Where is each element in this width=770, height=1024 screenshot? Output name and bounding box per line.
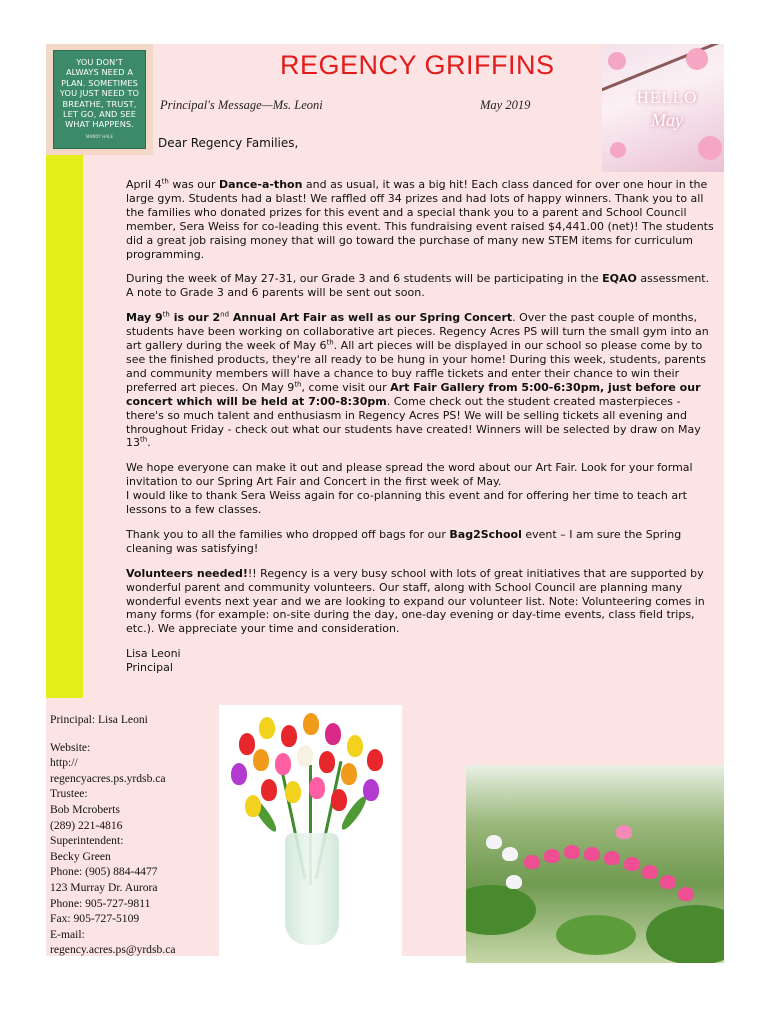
message-body [126,178,720,675]
quote-line: BREATHE, TRUST, [62,98,137,109]
flower-shape [502,847,518,861]
quote-line: PLAN. SOMETIMES [61,77,138,88]
spacer [50,728,220,740]
quote-line: LET GO, AND SEE [62,109,136,120]
principal-info: Principal: Lisa Leoni [50,713,148,726]
superintendent-phone: Phone: (905) 884-4477 [50,865,158,879]
tulip-shape [253,749,269,771]
text-run: event – I am sure the Spring cleaning was satisfying! [126,527,682,555]
text-run: Thank you to all the families who dropped off bags for our [126,527,450,541]
tulip-shape [239,733,255,755]
bold-text: Annual Art Fair as well as our Spring Concert [229,311,513,325]
blossom-shape [698,136,722,160]
text-run: . Over the past couple of months, students have been working on collaborative art pieces. Regency Acres PS will turn the small gym into an art gallery during the week of May 6 [126,311,709,353]
tulip-shape [367,749,383,771]
tulip-shape [259,717,275,739]
superintendent-name: Becky Green [50,849,111,863]
text-run: . [147,436,151,450]
tulip-shape [297,745,313,767]
tulip-shape [331,789,347,811]
bold-text: Art Fair Gallery from 5:00-6:30pm, just before our concert which will be held at 7:00-8:30pm [126,380,701,408]
text-run: . Come check out the student created masterpieces - there's so much talent and enthusiasm in Regency Acres PS! We will be selling tickets all evening and throughout Friday - check out what our students have created! Winners will be selected by draw on May 13 [126,394,701,450]
bold-text: is our 2 [169,311,221,325]
hello-may-image [602,44,724,172]
text-run: assessment. A note to Grade 3 and 6 parents will be sent out soon. [126,272,710,300]
superscript: nd [220,310,230,319]
tulip-shape [261,779,277,801]
quote-line: WHAT HAPPENS. [65,119,134,130]
blossom-shape [608,52,626,70]
text-run: April 4 [126,178,162,191]
tulip-shape [303,713,319,735]
flower-shape [544,849,560,863]
school-phone: Phone: 905-727-9811 [50,896,151,910]
superintendent-label: Superintendent: [50,834,124,848]
flower-shape [524,855,540,869]
website-link[interactable]: http:// [50,756,78,770]
tulip-shape [285,781,301,803]
flower-shape [678,887,694,901]
flower-shape [486,835,502,849]
superscript: th [161,177,169,186]
quote-line: YOU DON'T [76,57,123,67]
hello-text: HELLO [636,88,698,107]
paragraph-art-fair [126,311,720,450]
superscript: th [294,380,302,389]
signature-name: Lisa Leoni [126,647,181,661]
trustee-phone: (289) 221-4816 [50,818,123,832]
text-run: was our [168,178,220,191]
paragraph-dance-a-thon [126,178,720,261]
paragraph-volunteers [126,567,720,637]
bold-text: Bag2School [449,527,522,541]
school-address: 123 Murray Dr. Aurora [50,880,158,894]
flower-shape [660,875,676,889]
issue-date: May 2019 [480,98,531,112]
bold-text: May 9 [126,311,163,325]
paragraph-bag2school [126,528,720,556]
school-fax: Fax: 905-727-5109 [50,912,140,926]
greeting: Dear Regency Families, [158,136,299,150]
tulip-shape [347,735,363,757]
blossom-shape [686,48,708,70]
text-run: , come visit our [301,380,391,394]
quote-image [46,44,153,155]
tulip-shape [325,723,341,745]
flower-shape [604,851,620,865]
tulip-shape [319,751,335,773]
superscript: th [162,310,170,319]
tulip-shape [309,777,325,799]
quote-line: YOU JUST NEED TO [59,88,140,99]
quote-card [53,50,146,149]
superscript: th [326,338,334,347]
text-run: . All art pieces will be displayed in our school so please come by to see the finished products, they're all ready to be hung in your home! During this week, students, parents and community members will have a chance to buy raffle tickets and enter their chance to win their preferred art pieces. On May 9 [126,339,707,394]
text-run: During the week of May 27-31, our Grade 3 and 6 students will be participating in the [126,272,603,286]
tulip-shape [245,795,261,817]
flower-shape [564,845,580,859]
leaf-shape [466,885,536,935]
bold-text: Dance-a-thon [219,178,303,191]
signature-title: Principal [126,661,173,675]
tulip-shape [363,779,379,801]
flower-shape [584,847,600,861]
trustee-name: Bob Mcroberts [50,802,120,816]
bold-text: EQAO [602,272,637,286]
newsletter-title: REGENCY GRIFFINS [280,50,555,80]
text-run: and as usual, it was a big hit! Each class danced for over one hour in the large gym. Students had a blast! We raffled off 34 prizes and had lots of happy winners. Thank you to all the families who donated prizes for this event and a special thank you to a parent and School Council member, Sera Weiss for co-leading this event. This fundraising event raised $4,441.00 (net)! The students did a great job raising money that will go toward the purchase of many new STEM items for curriculum programming. [126,178,714,261]
paragraph-eqao [126,272,720,300]
sidebar-accent-bar [46,150,83,698]
text-run: !! Regency is a very busy school with lots of great initiatives that are supported by wonderful parent and community volunteers. Our staff, along with School Council are planning many wonderful events next year and we are looking to expand our volunteer list. Note: Volunteering comes in many forms (for example: on-site during the day, one-day evening or day-time events, class field trips, etc.). We appreciate your time and consideration. [126,566,705,636]
contact-sidebar [50,712,220,958]
may-text: May [651,110,683,130]
tulip-shape [281,725,297,747]
text-run: We hope everyone can make it out and please spread the word about our Art Fair. Look for your formal invitation to our Spring Art Fair and Concert in the first week of May. [126,461,693,489]
paragraph-invitation [126,461,720,517]
tulip-bouquet-image [219,705,402,957]
bleeding-heart-flowers-image [466,765,724,963]
website-label: Website: [50,740,91,754]
flower-shape [616,825,632,839]
tulip-shape [341,763,357,785]
leaf-shape [646,905,724,963]
hello-may-text [630,88,704,131]
email-link[interactable]: regency.acres.ps@yrdsb.ca [50,943,176,957]
vase-shape [285,833,339,945]
flower-shape [506,875,522,889]
principal-message-heading: Principal's Message—Ms. Leoni [160,98,323,112]
website-link[interactable]: regencyacres.ps.yrdsb.ca [50,771,166,785]
superscript: th [140,435,148,444]
blossom-shape [610,142,626,158]
text-run: I would like to thank Sera Weiss again for co-planning this event and for offering her time to teach art lessons to a few classes. [126,489,687,517]
flower-shape [624,857,640,871]
tulip-shape [231,763,247,785]
email-label: E-mail: [50,927,85,941]
quote-line: ALWAYS NEED A [65,67,134,78]
quote-signature: MANDY HALE [85,133,114,139]
flower-shape [642,865,658,879]
bold-text: Volunteers needed! [126,566,248,580]
tulip-shape [275,753,291,775]
leaf-shape [556,915,636,955]
trustee-label: Trustee: [50,787,88,801]
